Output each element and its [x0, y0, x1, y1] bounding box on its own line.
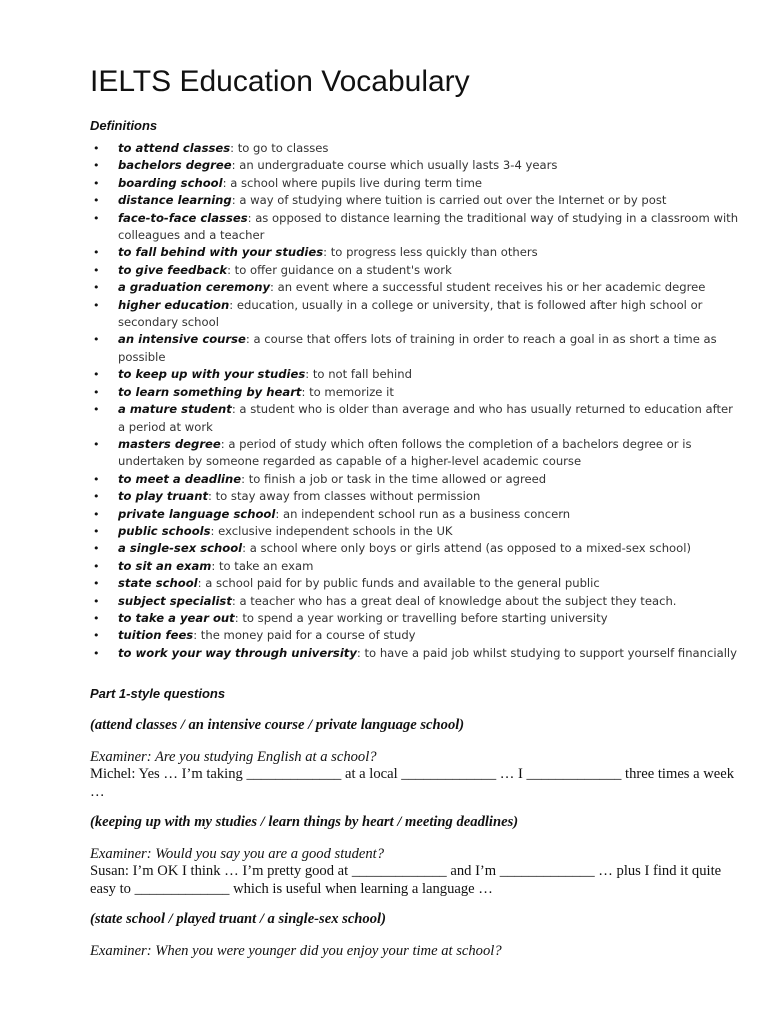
definition-item [90, 558, 740, 575]
definition-text: : an undergraduate course which usually lasts 3-4 years [231, 158, 558, 173]
definition-item [90, 192, 740, 209]
definition-text: : a school where only boys or girls attend (as opposed to a mixed-sex school) [242, 541, 691, 556]
definition-text: : a student who is older than average and who has usually returned to education after a period at work [118, 402, 733, 434]
part1-heading: Part 1-style questions [90, 686, 226, 702]
gap-fill-answer: Michel: Yes … I’m taking _____________ at a local _____________ … I _____________ three times a week … [90, 766, 735, 800]
definition-item [90, 157, 740, 174]
definition-term: bachelors degree [118, 158, 232, 173]
definition-item [90, 506, 740, 523]
definition-item [90, 175, 740, 192]
definition-item [90, 140, 740, 157]
definition-term: higher education [118, 297, 230, 312]
definition-text: : to have a paid job whilst studying to support yourself financially [356, 645, 738, 660]
definition-item [90, 436, 740, 471]
definition-item [90, 471, 740, 488]
exercise-prompt: (attend classes / an intensive course / private language school) [90, 717, 465, 734]
definition-term: to work your way through university [118, 645, 357, 660]
definition-item [90, 575, 740, 592]
definition-item [90, 331, 740, 366]
definition-text: : to not fall behind [305, 367, 412, 382]
definition-item [90, 523, 740, 540]
definition-term: an intensive course [118, 332, 246, 347]
definition-text: : a way of studying where tuition is carried out over the Internet or by post [231, 193, 667, 208]
definition-text: : to finish a job or task in the time allowed or agreed [241, 471, 547, 486]
definition-term: distance learning [118, 193, 232, 208]
definition-item [90, 244, 740, 261]
definition-term: to keep up with your studies [118, 367, 306, 382]
definition-term: to fall behind with your studies [118, 245, 324, 260]
definition-text: : to offer guidance on a student's work [227, 262, 452, 277]
definition-item [90, 366, 740, 383]
definition-item [90, 210, 740, 245]
definition-text: : the money paid for a course of study [193, 628, 416, 643]
definition-text: : a school paid for by public funds and available to the general public [197, 576, 600, 591]
definition-term: to learn something by heart [118, 384, 302, 399]
definitions-list [90, 140, 740, 662]
definition-term: state school [118, 576, 198, 591]
definition-term: subject specialist [118, 593, 232, 608]
definition-text: : exclusive independent schools in the UK [210, 523, 453, 538]
definition-term: to sit an exam [118, 558, 212, 573]
definition-text: : a period of study which often follows the completion of a bachelors degree or is undertaken by someone regarded as capable of a higher-level academic course [118, 436, 692, 469]
definition-item [90, 384, 740, 401]
document-title: IELTS Education Vocabulary [90, 65, 470, 98]
definition-text: : education, usually in a college or university, that is followed after high school or secondary school [118, 297, 703, 330]
definition-text: : to progress less quickly than others [323, 245, 538, 260]
exercise-prompt: (state school / played truant / a single-sex school) [90, 911, 386, 928]
definition-term: masters degree [118, 436, 221, 451]
definition-term: to meet a deadline [118, 471, 242, 486]
examiner-question: Examiner: Would you say you are a good student? [90, 845, 384, 862]
definition-item [90, 401, 740, 436]
definition-item [90, 627, 740, 644]
definition-term: tuition fees [118, 628, 194, 643]
definition-text: : a teacher who has a great deal of knowledge about the subject they teach. [231, 593, 677, 608]
definition-term: a mature student [118, 402, 232, 417]
document-body [90, 62, 740, 960]
definitions-heading: Definitions [90, 118, 158, 133]
definition-item [90, 279, 740, 296]
definition-text: : to memorize it [301, 384, 394, 399]
definition-term: boarding school [118, 175, 223, 190]
definition-text: : to take an exam [211, 558, 314, 573]
definition-term: a graduation ceremony [118, 280, 271, 295]
definition-item [90, 593, 740, 610]
examiner-question: Examiner: Are you studying English at a school? [90, 748, 377, 765]
definition-term: to attend classes [118, 141, 231, 155]
definition-term: a single-sex school [118, 541, 243, 556]
definition-text: : to go to classes [230, 141, 329, 155]
definition-item [90, 297, 740, 332]
definition-item [90, 540, 740, 557]
examiner-question: Examiner: When you were younger did you enjoy your time at school? [90, 942, 502, 959]
definition-text: : as opposed to distance learning the traditional way of studying in a classroom with colleagues and a teacher [118, 210, 739, 243]
definition-term: public schools [118, 523, 211, 538]
definition-term: to take a year out [118, 610, 235, 625]
definition-item [90, 262, 740, 279]
definition-term: to give feedback [118, 262, 228, 277]
definition-item [90, 488, 740, 505]
definition-text: : an independent school run as a business concern [275, 506, 571, 521]
definition-text: : to stay away from classes without permission [208, 489, 481, 504]
definition-term: to play truant [118, 489, 209, 504]
definition-item [90, 610, 740, 627]
exercise-prompt: (keeping up with my studies / learn things by heart / meeting deadlines) [90, 814, 519, 831]
definition-item [90, 645, 740, 662]
definition-text: : an event where a successful student receives his or her academic degree [270, 280, 706, 295]
definition-text: : a course that offers lots of training in order to reach a goal in as short a time as possible [118, 332, 717, 364]
definition-text: : to spend a year working or travelling before starting university [234, 610, 608, 625]
definition-term: private language school [118, 506, 276, 521]
gap-fill-answer: Susan: I’m OK I think … I’m pretty good at _____________ and I’m _____________ … plus I find it quite easy to _____________ which is useful when learning a language … [90, 863, 722, 897]
definition-text: : a school where pupils live during term time [222, 175, 482, 190]
definition-term: face-to-face classes [118, 210, 248, 225]
